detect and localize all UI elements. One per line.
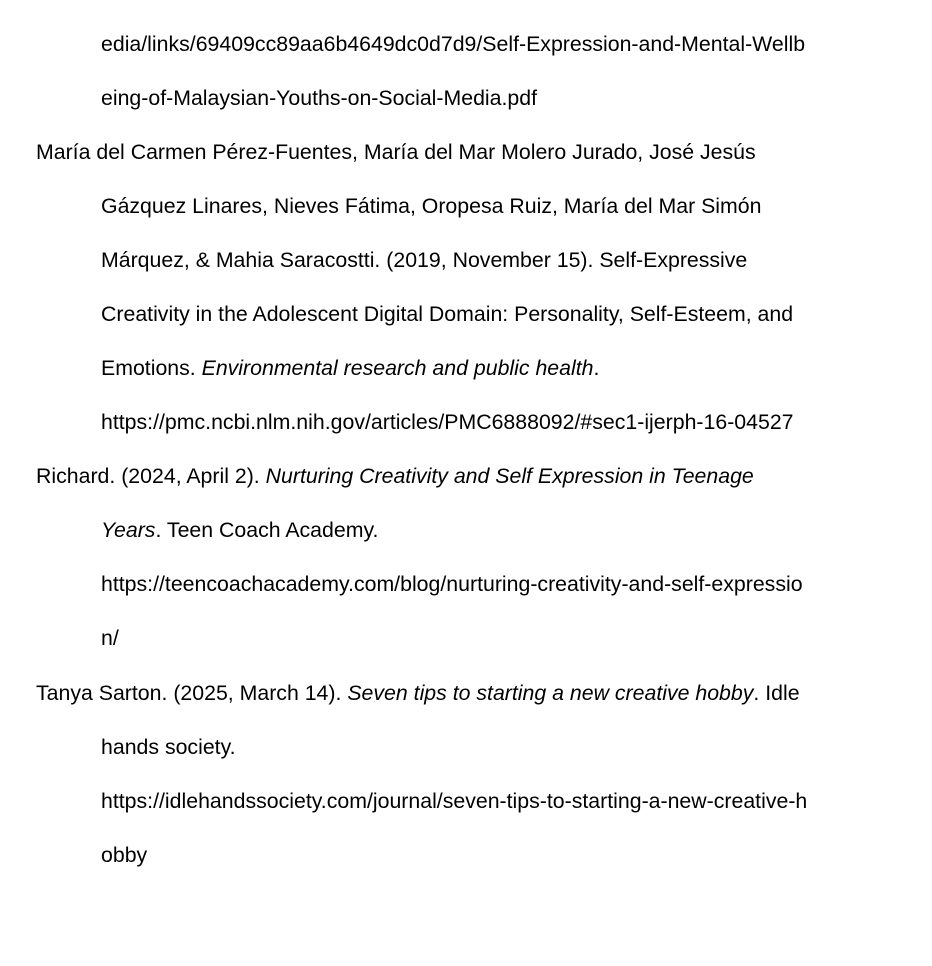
ref2-date-title-line: Márquez, & Mahia Saracostti. (2019, November 15). Self-Expressive [101,248,748,272]
ref3-url-line2: n/ [101,626,119,650]
ref3-line1 [36,461,754,491]
ref3-author-date: Richard. (2024, April 2). [36,464,266,488]
ref2-journal-line [101,353,599,383]
ref4-author-date: Tanya Sarton. (2025, March 14). [36,681,348,705]
ref2-title-line: Creativity in the Adolescent Digital Domain: Personality, Self-Esteem, and [101,302,794,326]
ref4-title: Seven tips to starting a new creative hobby [347,681,754,705]
ref4-line1 [36,678,800,708]
ref2-journal-name: Environmental research and public health [201,356,594,380]
ref3-publisher: . Teen Coach Academy. [155,518,379,542]
ref1-url-line1: edia/links/69409cc89aa6b4649dc0d7d9/Self-Expression-and-Mental-Wellb [101,32,806,56]
ref4-url-line1: https://idlehandssociety.com/journal/seven-tips-to-starting-a-new-creative-h [101,789,808,813]
ref4-url-line2: obby [101,843,148,867]
ref2-url: https://pmc.ncbi.nlm.nih.gov/articles/PMC6888092/#sec1-ijerph-16-04527 [101,410,794,434]
ref3-title-part2: Years [101,518,156,542]
ref4-publisher-part1: . Idle [753,681,800,705]
ref2-journal-prefix: Emotions. [101,356,202,380]
ref2-authors-line2: Gázquez Linares, Nieves Fátima, Oropesa Ruiz, María del Mar Simón [101,194,762,218]
ref2-journal-suffix: . [593,356,600,380]
ref4-publisher-part2: hands society. [101,735,236,759]
ref3-title-part1: Nurturing Creativity and Self Expression in Teenage [265,464,754,488]
ref3-line2 [101,515,378,545]
ref3-url-line1: https://teencoachacademy.com/blog/nurturing-creativity-and-self-expressio [101,572,803,596]
ref2-authors-line1: María del Carmen Pérez-Fuentes, María del Mar Molero Jurado, José Jesús [36,140,756,164]
ref1-url-line2: eing-of-Malaysian-Youths-on-Social-Media.pdf [101,86,538,110]
